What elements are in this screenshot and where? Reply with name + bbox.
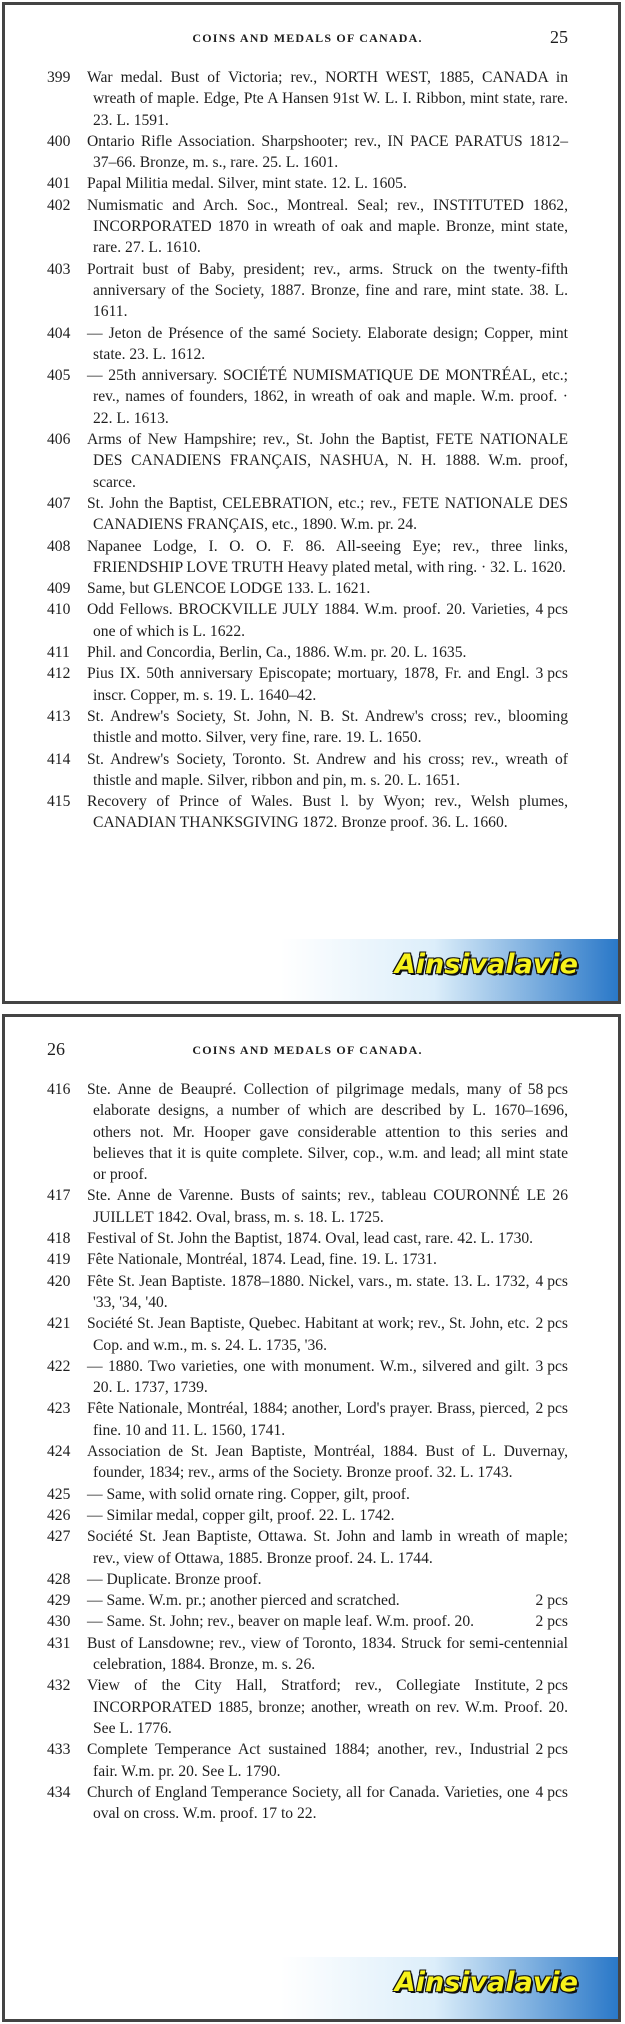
catalog-entry xyxy=(47,1356,568,1399)
page-header xyxy=(47,1039,568,1063)
page-number: 26 xyxy=(47,1039,65,1059)
lot-number: 417 xyxy=(47,1187,71,1205)
lot-number: 425 xyxy=(47,1485,71,1503)
lot-number: 423 xyxy=(47,1400,71,1418)
lot-description: Portrait bust of Baby, president; rev., arms. Struck on the twenty-fifth anniversary of the Society, 1887. Bronze, fine and rare, mint state. 38. L. 1611. xyxy=(87,260,568,321)
catalog-entry xyxy=(47,1526,568,1569)
catalog-entry xyxy=(47,599,568,642)
lot-description: — Same. W.m. pr.; another pierced and scratched. xyxy=(87,1592,400,1610)
catalog-entry xyxy=(47,706,568,749)
catalog-entry xyxy=(47,323,568,366)
lot-number: 411 xyxy=(47,644,70,662)
lot-description: Bust of Lansdowne; rev., view of Toronto, 1834. Struck for semi-centennial celebration, 1884. Bronze, m. s. 26. xyxy=(87,1634,568,1674)
lot-number: 404 xyxy=(47,324,71,342)
catalog-entry xyxy=(47,1398,568,1441)
lot-description: — Same, with solid ornate ring. Copper, gilt, proof. xyxy=(87,1485,410,1503)
lot-number: 431 xyxy=(47,1634,71,1652)
lot-number: 414 xyxy=(47,750,71,768)
catalog-entry xyxy=(47,1313,568,1356)
lot-description: — Same. St. John; rev., beaver on maple leaf. W.m. proof. 20. xyxy=(87,1613,475,1631)
lot-number: 426 xyxy=(47,1506,71,1524)
lot-description: Association de St. Jean Baptiste, Montréal, 1884. Bust of L. Duvernay, founder, 1834; rev., arms of the Society. Bronze proof. 32. L. 1743. xyxy=(87,1443,568,1482)
catalog-entry xyxy=(47,642,568,663)
lot-number: 407 xyxy=(47,494,71,512)
catalog-entry xyxy=(47,1484,568,1505)
catalog-entry xyxy=(47,67,568,131)
lot-number: 418 xyxy=(47,1230,71,1248)
lot-number: 408 xyxy=(47,537,71,555)
catalog-entry xyxy=(47,1185,568,1228)
catalog-entry xyxy=(47,1249,568,1270)
lot-number: 434 xyxy=(47,1783,71,1801)
lot-description: Société St. Jean Baptiste, Ottawa. St. John and lamb in wreath of maple; rev., view of Ottawa, 1885. Bronze proof. 24. L. 1744. xyxy=(87,1528,568,1567)
lot-description: St. Andrew's Society, St. John, N. B. St. Andrew's cross; rev., blooming thistle and motto. Silver, very fine, rare. 19. L. 1650. xyxy=(87,707,568,747)
watermark-text: Ainsivalavie xyxy=(394,949,578,980)
lot-number: 429 xyxy=(47,1592,71,1610)
catalog-entry xyxy=(47,1675,568,1739)
lot-number: 403 xyxy=(47,260,71,278)
lot-number: 412 xyxy=(47,665,71,683)
lot-description: War medal. Bust of Victoria; rev., NORTH WEST, 1885, CANADA in wreath of maple. Edge, Pte A Hansen 91st W. L. I. Ribbon, mint state, rare. 23. L. 1591. xyxy=(87,69,568,129)
lot-description: Same, but GLENCOE LODGE 133. L. 1621. xyxy=(87,580,371,598)
lot-number: 415 xyxy=(47,793,71,811)
lot-number: 433 xyxy=(47,1741,71,1759)
lot-quantity: 2 pcs xyxy=(535,1592,568,1610)
catalog-entry xyxy=(47,791,568,834)
page-26 xyxy=(2,1014,621,2022)
lot-number: 427 xyxy=(47,1528,71,1546)
lot-description: — 25th anniversary. SOCIÉTÉ NUMISMATIQUE DE MONTRÉAL, etc.; rev., names of founders, 1862, in wreath of oak and maple. W.m. proof. · 22. L. 1613. xyxy=(87,367,568,427)
running-title: COINS AND MEDALS OF CANADA. xyxy=(192,31,423,45)
lot-number: 410 xyxy=(47,601,71,619)
lot-number: 400 xyxy=(47,132,71,150)
catalog-entry xyxy=(47,173,568,194)
lot-quantity: 4 pcs xyxy=(535,601,568,619)
lot-quantity: 2 pcs xyxy=(535,1613,568,1631)
catalog-entry xyxy=(47,749,568,792)
catalog-entry xyxy=(47,663,568,706)
lot-description: Church of England Temperance Society, all for Canada. Varieties, one oval on cross. W.m. proof. 17 to 22. xyxy=(87,1783,530,1823)
lot-number: 406 xyxy=(47,431,71,449)
watermark-banner xyxy=(5,1957,618,2019)
lot-description: Arms of New Hampshire; rev., St. John the Baptist, FETE NATIONALE DES CANADIENS FRANÇAIS, NASHUA, N. H. 1888. W.m. proof, scarce. xyxy=(87,431,568,491)
catalog-entry xyxy=(47,1505,568,1526)
lot-description: Odd Fellows. BROCKVILLE JULY 1884. W.m. proof. 20. Varieties, one of which is L. 1622. xyxy=(87,601,530,640)
catalog-entry xyxy=(47,1590,568,1611)
lot-number: 413 xyxy=(47,707,71,725)
catalog-entry xyxy=(47,1441,568,1484)
lot-description: Ontario Rifle Association. Sharpshooter; rev., IN PACE PARATUS 1812–37–66. Bronze, m. s., rare. 25. L. 1601. xyxy=(87,132,568,172)
lot-description: Ste. Anne de Varenne. Busts of saints; rev., tableau COURONNÉ LE 26 JUILLET 1842. Oval, brass, m. s. 18. L. 1725. xyxy=(87,1187,568,1226)
catalog-entry xyxy=(47,259,568,323)
lot-description: — Duplicate. Bronze proof. xyxy=(87,1570,262,1588)
catalog-entry xyxy=(47,1611,568,1632)
lot-quantity: 58 pcs xyxy=(527,1081,568,1098)
lot-number: 409 xyxy=(47,580,71,598)
catalog-entry xyxy=(47,1633,568,1676)
lot-description: Phil. and Concordia, Berlin, Ca., 1886. W.m. pr. 20. L. 1635. xyxy=(87,644,467,662)
lot-number: 422 xyxy=(47,1357,71,1375)
lot-number: 432 xyxy=(47,1677,71,1695)
lot-description: — Similar medal, copper gilt, proof. 22. L. 1742. xyxy=(87,1506,395,1524)
watermark-banner xyxy=(5,939,618,1001)
catalog-entry xyxy=(47,131,568,174)
lot-quantity: 4 pcs xyxy=(535,1783,568,1801)
lot-quantity: 2 pcs xyxy=(535,1741,568,1759)
page-25 xyxy=(2,2,621,1004)
lot-quantity: 4 pcs xyxy=(535,1272,568,1290)
lot-description: — Jeton de Présence of the samé Society. Elaborate design; Copper, mint state. 23. L. 1612. xyxy=(87,324,568,363)
lot-number: 428 xyxy=(47,1570,71,1588)
lot-quantity: 2 pcs xyxy=(535,1400,568,1418)
lot-description: Fête Nationale, Montréal, 1874. Lead, fine. 19. L. 1731. xyxy=(87,1251,437,1269)
lot-description: Pius IX. 50th anniversary Episcopate; mortuary, 1878, Fr. and Engl. inscr. Copper, m. s. 19. L. 1640–42. xyxy=(87,665,530,704)
lot-description: Numismatic and Arch. Soc., Montreal. Seal; rev., INSTITUTED 1862, INCORPORATED 1870 in wreath of oak and maple. Bronze, mint state, rare. 27. L. 1610. xyxy=(87,196,568,257)
running-title: COINS AND MEDALS OF CANADA. xyxy=(192,1043,423,1057)
lot-description: Ste. Anne de Beaupré. Collection of pilgrimage medals, many of elaborate designs, a number of which are described by L. 1670–1696, others not. Mr. Hooper gave considerable attention to this series and believes that it is quite complete. Silver, cop., w.m. and lead; all mint state or proof. xyxy=(87,1081,568,1184)
lot-number: 424 xyxy=(47,1443,71,1461)
lot-description: St. Andrew's Society, Toronto. St. Andrew and his cross; rev., wreath of thistle and maple. Silver, ribbon and pin, m. s. 20. L. 1651. xyxy=(87,750,568,789)
catalog-entry xyxy=(47,1271,568,1314)
lot-number: 430 xyxy=(47,1613,71,1631)
lot-number: 416 xyxy=(47,1081,71,1098)
page-number: 25 xyxy=(550,27,568,47)
lot-description: Fête St. Jean Baptiste. 1878–1880. Nickel, vars., m. state. 13. L. 1732, '33, '34, '40. xyxy=(87,1272,530,1311)
lot-number: 399 xyxy=(47,69,71,86)
lot-description: Papal Militia medal. Silver, mint state. 12. L. 1605. xyxy=(87,175,407,193)
lot-quantity: 3 pcs xyxy=(535,665,568,683)
page-header xyxy=(47,27,568,51)
lot-description: Napanee Lodge, I. O. O. F. 86. All-seeing Eye; rev., three links, FRIENDSHIP LOVE TRUTH Heavy plated metal, with ring. · 32. L. 1620. xyxy=(87,537,568,576)
lot-number: 420 xyxy=(47,1272,71,1290)
catalog-entry xyxy=(47,1569,568,1590)
lot-description: St. John the Baptist, CELEBRATION, etc.; rev., FETE NATIONALE DES CANADIENS FRANÇAIS, etc., 1890. W.m. pr. 24. xyxy=(87,494,568,534)
entry-list xyxy=(47,1079,568,1824)
catalog-entry xyxy=(47,1782,568,1825)
lot-number: 402 xyxy=(47,196,71,214)
lot-number: 421 xyxy=(47,1315,71,1333)
lot-description: View of the City Hall, Stratford; rev., Collegiate Institute, INCORPORATED 1885, bronze; another, wreath on rev. W.m. Proof. 20. See L. 1776. xyxy=(87,1677,568,1737)
lot-quantity: 2 pcs xyxy=(535,1315,568,1333)
entry-list xyxy=(47,67,568,834)
watermark-text: Ainsivalavie xyxy=(394,1967,578,1998)
lot-description: Festival of St. John the Baptist, 1874. Oval, lead cast, rare. 42. L. 1730. xyxy=(87,1230,534,1248)
lot-description: Complete Temperance Act sustained 1884; another, rev., Industrial fair. W.m. pr. 20. See L. 1790. xyxy=(87,1741,530,1780)
lot-quantity: 3 pcs xyxy=(535,1357,568,1375)
catalog-entry xyxy=(47,429,568,493)
catalog-entry xyxy=(47,365,568,429)
catalog-entry xyxy=(47,578,568,599)
catalog-entry xyxy=(47,1228,568,1249)
lot-description: Recovery of Prince of Wales. Bust l. by Wyon; rev., Welsh plumes, CANADIAN THANKSGIVING 1872. Bronze proof. 36. L. 1660. xyxy=(87,793,568,832)
lot-number: 419 xyxy=(47,1251,71,1269)
catalog-entry xyxy=(47,536,568,579)
lot-description: — 1880. Two varieties, one with monument. W.m., silvered and gilt. 20. L. 1737, 1739. xyxy=(87,1357,530,1397)
lot-description: Société St. Jean Baptiste, Quebec. Habitant at work; rev., St. John, etc. Cop. and w.m., m. s. 24. L. 1735, '36. xyxy=(87,1315,530,1354)
catalog-entry xyxy=(47,1079,568,1185)
lot-description: Fête Nationale, Montréal, 1884; another, Lord's prayer. Brass, pierced, fine. 10 and 11. L. 1560, 1741. xyxy=(87,1400,530,1439)
lot-number: 405 xyxy=(47,367,71,385)
catalog-entry xyxy=(47,1739,568,1782)
lot-quantity: 2 pcs xyxy=(535,1677,568,1695)
catalog-entry xyxy=(47,493,568,536)
catalog-entry xyxy=(47,195,568,259)
lot-number: 401 xyxy=(47,175,71,193)
